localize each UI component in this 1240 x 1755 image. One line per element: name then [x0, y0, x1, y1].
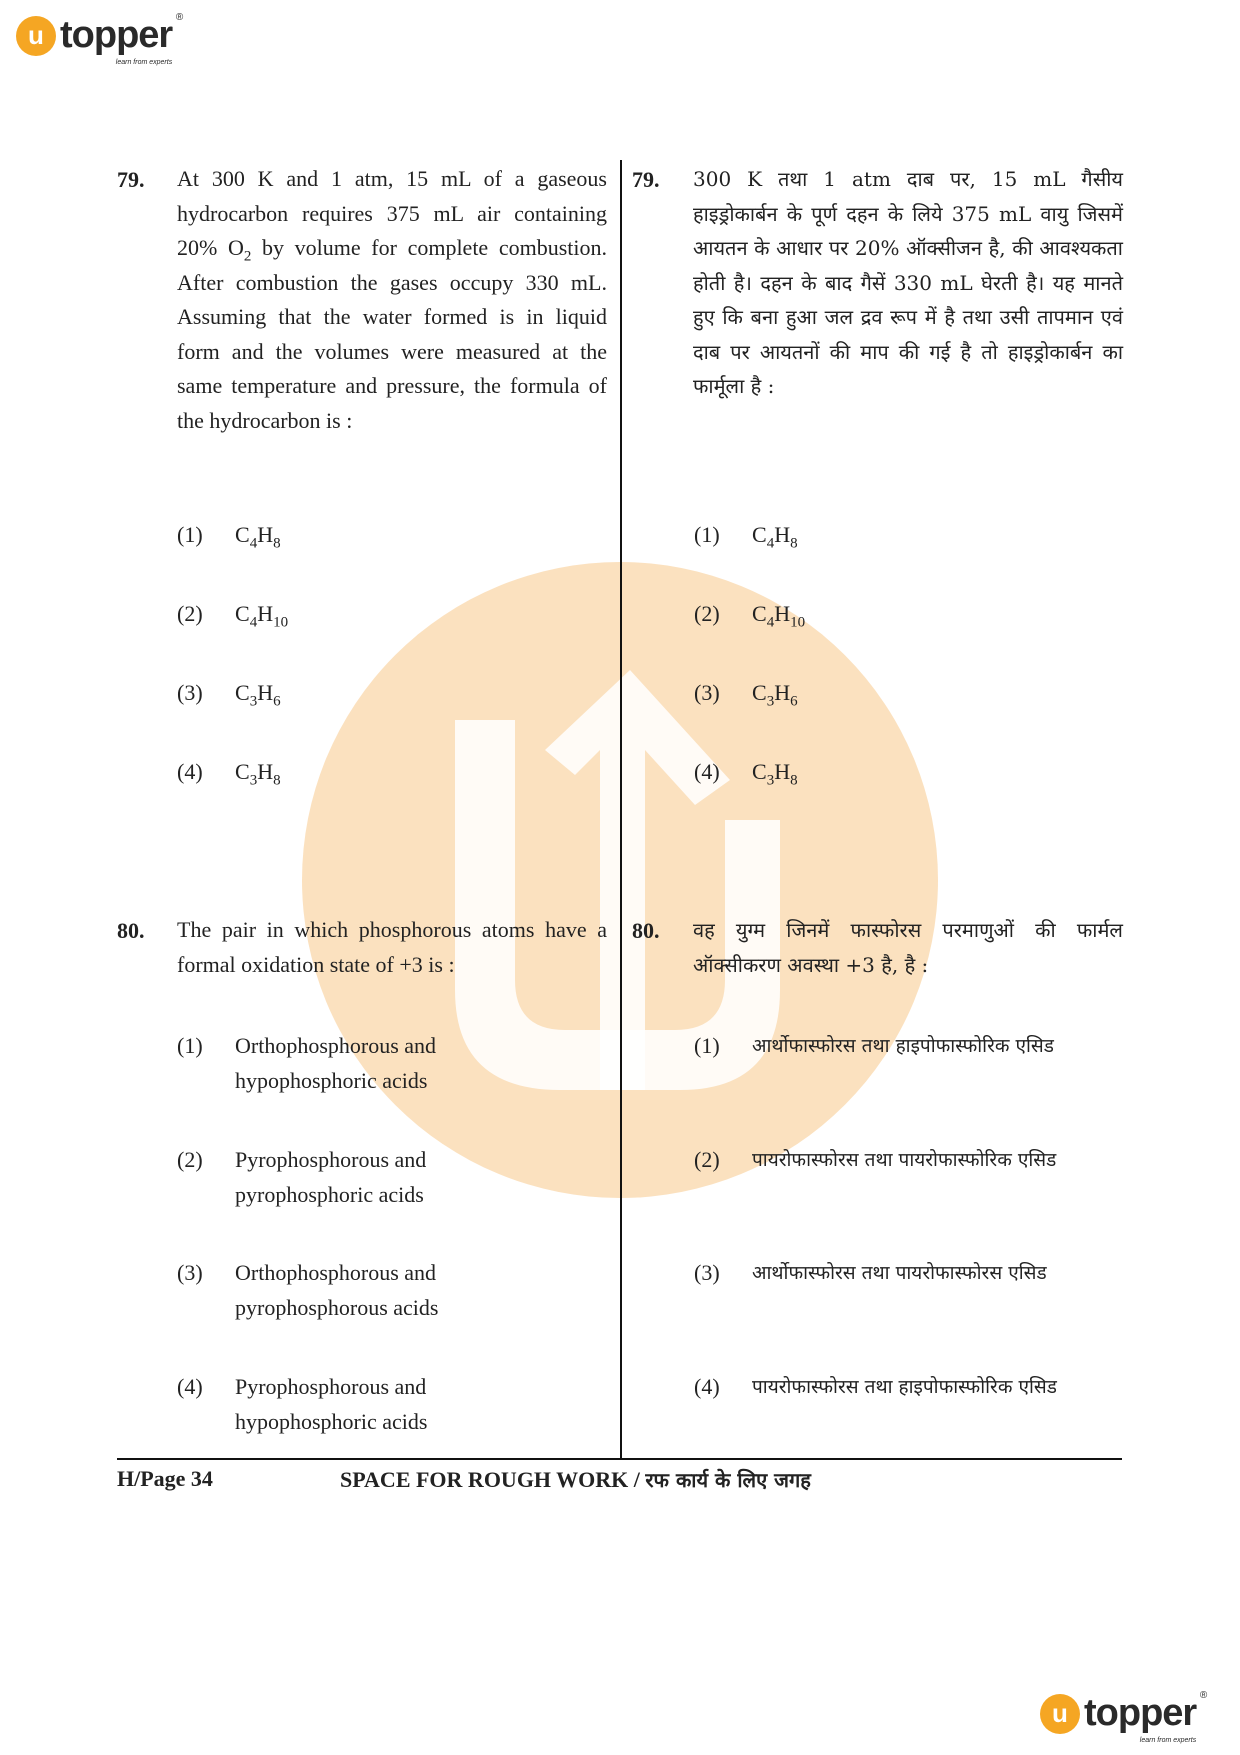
q79-hi-option-1[interactable]: $C_4H_8$ [752, 522, 798, 552]
q80-hi-option-2-number: (2) [694, 1147, 720, 1172]
q79-option-3-number: (3) [177, 680, 203, 705]
q80-option-3[interactable]: Orthophosphorous and pyrophosphorous acids [235, 1260, 439, 1320]
question-80-number: 80. [117, 918, 145, 943]
q79-hi-option-2[interactable]: $C_4H_{10}$ [752, 601, 806, 631]
q79-option-1-number: (1) [177, 522, 203, 547]
q79-option-4[interactable]: $C_3H_8$ [235, 759, 281, 789]
question-79-text-en: At 300 K and 1 atm, 15 mL of a gaseous hydrocarbon requires 375 mL air containing 20% $O_2$ by volume for complete combustion. After combustion the gases occupy 330 mL. Assuming that the water formed is in liquid form and the volumes were measured at the same temperature and pressure, the formula of the hydrocarbon is : [177, 166, 607, 433]
question-80-number-hi: 80. [632, 918, 660, 943]
q79-hi-option-3[interactable]: $C_3H_6$ [752, 680, 798, 710]
question-79-number: 79. [117, 167, 145, 192]
registered-mark-bottom: ® [1199, 1690, 1207, 1701]
q80-option-4-number: (4) [177, 1374, 203, 1399]
topper-badge-icon-bottom: u [1040, 1694, 1080, 1734]
question-79-text-hi: 300 K तथा 1 atm दाब पर, 15 mL गैसीय हाइड्रोकार्बन के पूर्ण दहन के लिये 375 mL वायु जिसमें आयतन के आधार पर 20% ऑक्सीजन है, की आवश्यकता होती है। दहन के बाद गैसें 330 mL घेरती है। यह मानते हुए कि बना हुआ जल द्रव रूप में है तथा उसी तापमान एवं दाब पर आयतनों की माप की गई है तो हाइड्रोकार्बन का फार्मूला है : [693, 167, 1123, 398]
question-79-number-hi: 79. [632, 167, 660, 192]
q79-option-3[interactable]: $C_3H_6$ [235, 680, 281, 710]
q80-option-1[interactable]: Orthophosphorous and hypophosphoric acids [235, 1033, 437, 1093]
q80-hi-option-2[interactable]: पायरोफास्फोरस तथा पायरोफास्फोरिक एसिड [752, 1149, 1057, 1171]
q79-hi-option-4-number: (4) [694, 759, 720, 784]
q79-option-1[interactable]: $C_4H_8$ [235, 522, 281, 552]
logo-tagline-bottom: learn from experts [1139, 1737, 1197, 1744]
topper-badge-icon: u [16, 16, 56, 56]
q80-option-2[interactable]: Pyrophosphorous and pyrophosphoric acids [235, 1147, 427, 1207]
q79-hi-option-2-number: (2) [694, 601, 720, 626]
q79-option-2[interactable]: $C_4H_{10}$ [235, 601, 289, 631]
q80-hi-option-1[interactable]: आर्थोफास्फोरस तथा हाइपोफास्फोरिक एसिड [752, 1035, 1054, 1057]
q80-hi-option-1-number: (1) [694, 1033, 720, 1058]
q79-hi-option-4[interactable]: $C_3H_8$ [752, 759, 798, 789]
rough-work-label-en: SPACE FOR ROUGH WORK / [340, 1467, 646, 1492]
rough-work-label [340, 1466, 811, 1493]
logo-wordmark: topper [60, 14, 173, 56]
q80-hi-option-4[interactable]: पायरोफास्फोरस तथा हाइपोफास्फोरिक एसिड [752, 1376, 1057, 1398]
rough-work-label-hi: रफ कार्य के लिए जगह [645, 1468, 811, 1492]
question-80-text-en: The pair in which phosphorous atoms have a formal oxidation state of +3 is : [177, 917, 607, 977]
question-80-text-hi: वह युग्म जिनमें फास्फोरस परमाणुओं की फार्मल ऑक्सीकरण अवस्था +3 है, है : [693, 918, 1123, 977]
footer-rule [117, 1458, 1122, 1460]
logo-wordmark-bottom: topper [1084, 1692, 1197, 1734]
q79-option-4-number: (4) [177, 759, 203, 784]
column-divider [620, 160, 622, 1460]
q80-hi-option-3-number: (3) [694, 1260, 720, 1285]
q80-option-2-number: (2) [177, 1147, 203, 1172]
q80-option-1-number: (1) [177, 1033, 203, 1058]
q79-option-2-number: (2) [177, 601, 203, 626]
q79-hi-option-1-number: (1) [694, 522, 720, 547]
q80-option-3-number: (3) [177, 1260, 203, 1285]
q80-option-4[interactable]: Pyrophosphorous and hypophosphoric acids [235, 1374, 428, 1434]
logo-tagline: learn from experts [115, 59, 173, 66]
topper-logo-bottom [1040, 1690, 1207, 1744]
registered-mark: ® [175, 12, 183, 23]
page-number: H/Page 34 [117, 1466, 213, 1491]
q79-hi-option-3-number: (3) [694, 680, 720, 705]
topper-logo [16, 12, 183, 66]
q80-hi-option-3[interactable]: आर्थोफास्फोरस तथा पायरोफास्फोरस एसिड [752, 1262, 1047, 1284]
q80-hi-option-4-number: (4) [694, 1374, 720, 1399]
